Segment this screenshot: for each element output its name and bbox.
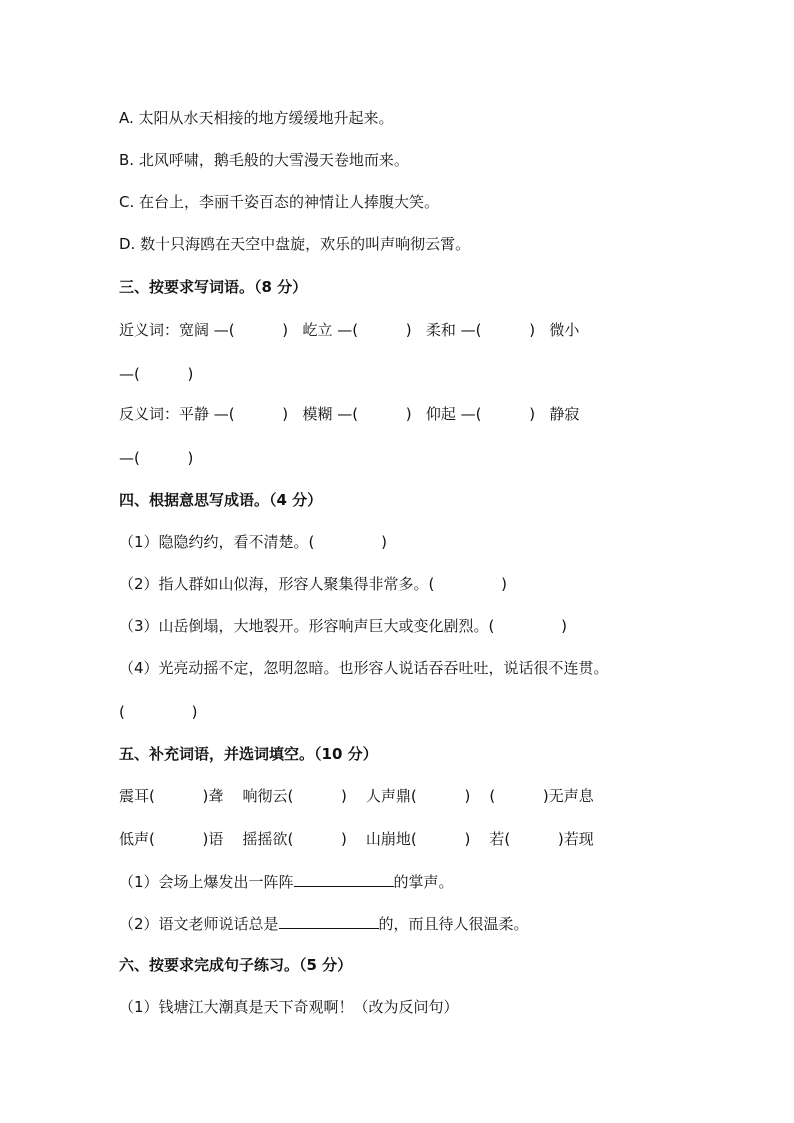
idiom-item-3: （3）山岳倒塌，大地裂开。形容响声巨大或变化剧烈。( ) [119,617,568,635]
fill-sentence-1-start: （1）会场上爆发出一阵阵 [119,873,294,891]
fill-sentence-2-start: （2）语文老师说话总是 [119,915,279,933]
fill-sentence-2-end: 的，而且待人很温柔。 [378,915,529,933]
idiom-item-1: （1）隐隐约约，看不清楚。( ) [119,533,388,551]
fill-sentence-2 [119,913,529,934]
idiom-item-4: （4）光亮动摇不定，忽明忽暗。也形容人说话吞吞吐吐，说话很不连贯。 [119,659,609,677]
section6-title: 六、按要求完成句子练习。（5 分） [119,956,353,974]
answer-blank[interactable] [294,871,394,887]
option-b: B. 北风呼啸，鹅毛般的大雪漫天卷地而来。 [119,151,409,169]
antonyms-line-cont: —( ) [119,449,194,467]
option-c: C. 在台上，李丽千姿百态的神情让人捧腹大笑。 [119,193,440,211]
section3-title: 三、按要求写词语。（8 分） [119,278,308,296]
synonyms-line-cont: —( ) [119,365,194,383]
section5-title: 五、补充词语，并选词填空。（10 分） [119,745,378,763]
fill-words-row-2: 低声( )语 摇摇欲( ) 山崩地( ) 若( )若现 [119,830,594,848]
option-d: D. 数十只海鸥在天空中盘旋，欢乐的叫声响彻云霄。 [119,235,471,253]
idiom-item-2: （2）指人群如山似海，形容人聚集得非常多。( ) [119,575,508,593]
fill-words-row-1: 震耳( )聋 响彻云( ) 人声鼎( ) ( )无声息 [119,787,594,805]
synonyms-line: 近义词：宽阔 —( ) 屹立 —( ) 柔和 —( ) 微小 [119,321,580,339]
fill-sentence-1-end: 的掌声。 [393,873,454,891]
section4-title: 四、根据意思写成语。（4 分） [119,491,323,509]
antonyms-line: 反义词：平静 —( ) 模糊 —( ) 仰起 —( ) 静寂 [119,405,580,423]
answer-blank[interactable] [279,913,379,929]
sentence-exercise-1: （1）钱塘江大潮真是天下奇观啊！（改为反问句） [119,998,459,1016]
option-a: A. 太阳从水天相接的地方缓缓地升起来。 [119,109,394,127]
idiom-item-4-cont: ( ) [119,703,198,721]
fill-sentence-1 [119,871,454,892]
